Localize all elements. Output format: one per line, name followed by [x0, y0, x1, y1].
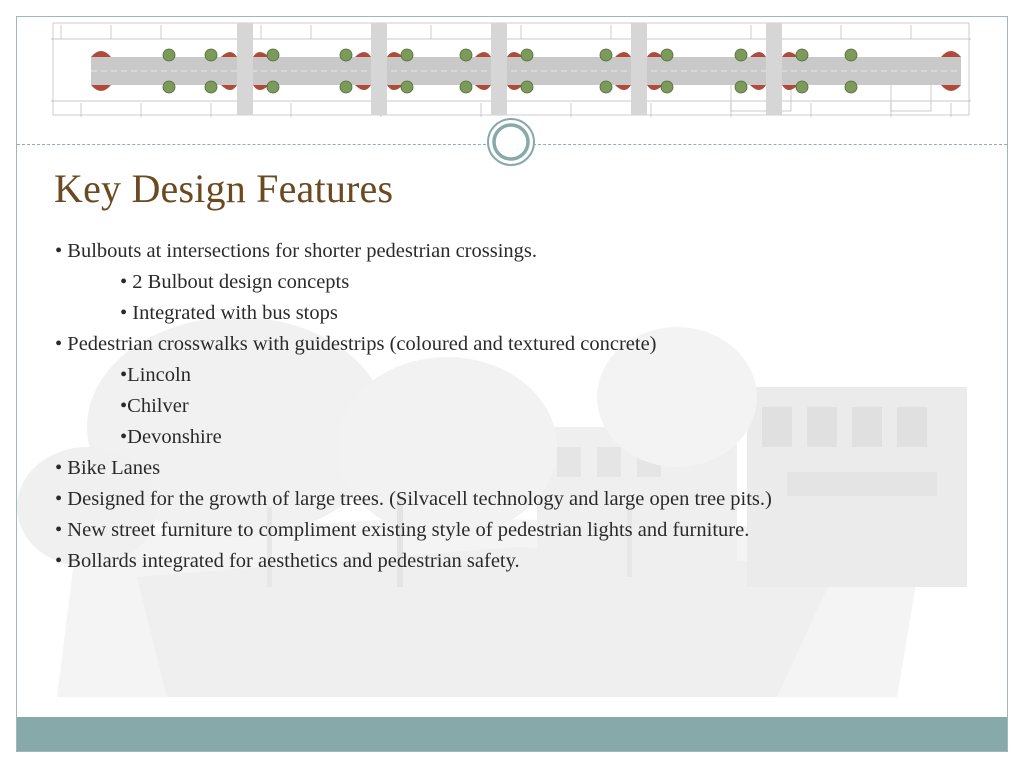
sub-bullet-item: •Devonshire [120, 426, 222, 448]
slide-frame [16, 16, 1008, 752]
divider-ring-ornament [486, 117, 536, 167]
slide-title: Key Design Features [54, 166, 394, 211]
sub-bullet-item: • 2 Bulbout design concepts [120, 271, 350, 293]
bullet-list [55, 236, 772, 577]
street-plan-drawing [51, 19, 971, 119]
bullet-item: • Bike Lanes [55, 457, 161, 479]
bullet-item: • Bollards integrated for aesthetics and pedestrian safety. [55, 550, 520, 572]
bullet-item: • New street furniture to compliment existing style of pedestrian lights and furniture. [55, 519, 750, 541]
sub-bullet-item: •Lincoln [120, 364, 191, 386]
bullet-item: • Pedestrian crosswalks with guidestrips (coloured and textured concrete) [55, 333, 657, 355]
sub-bullet-item: • Integrated with bus stops [120, 302, 338, 324]
bullet-item: • Bulbouts at intersections for shorter pedestrian crossings. [55, 240, 538, 262]
footer-band [17, 717, 1007, 751]
bullet-item: • Designed for the growth of large trees. (Silvacell technology and large open tree pits.) [55, 488, 772, 510]
sub-bullet-item: •Chilver [120, 395, 189, 417]
